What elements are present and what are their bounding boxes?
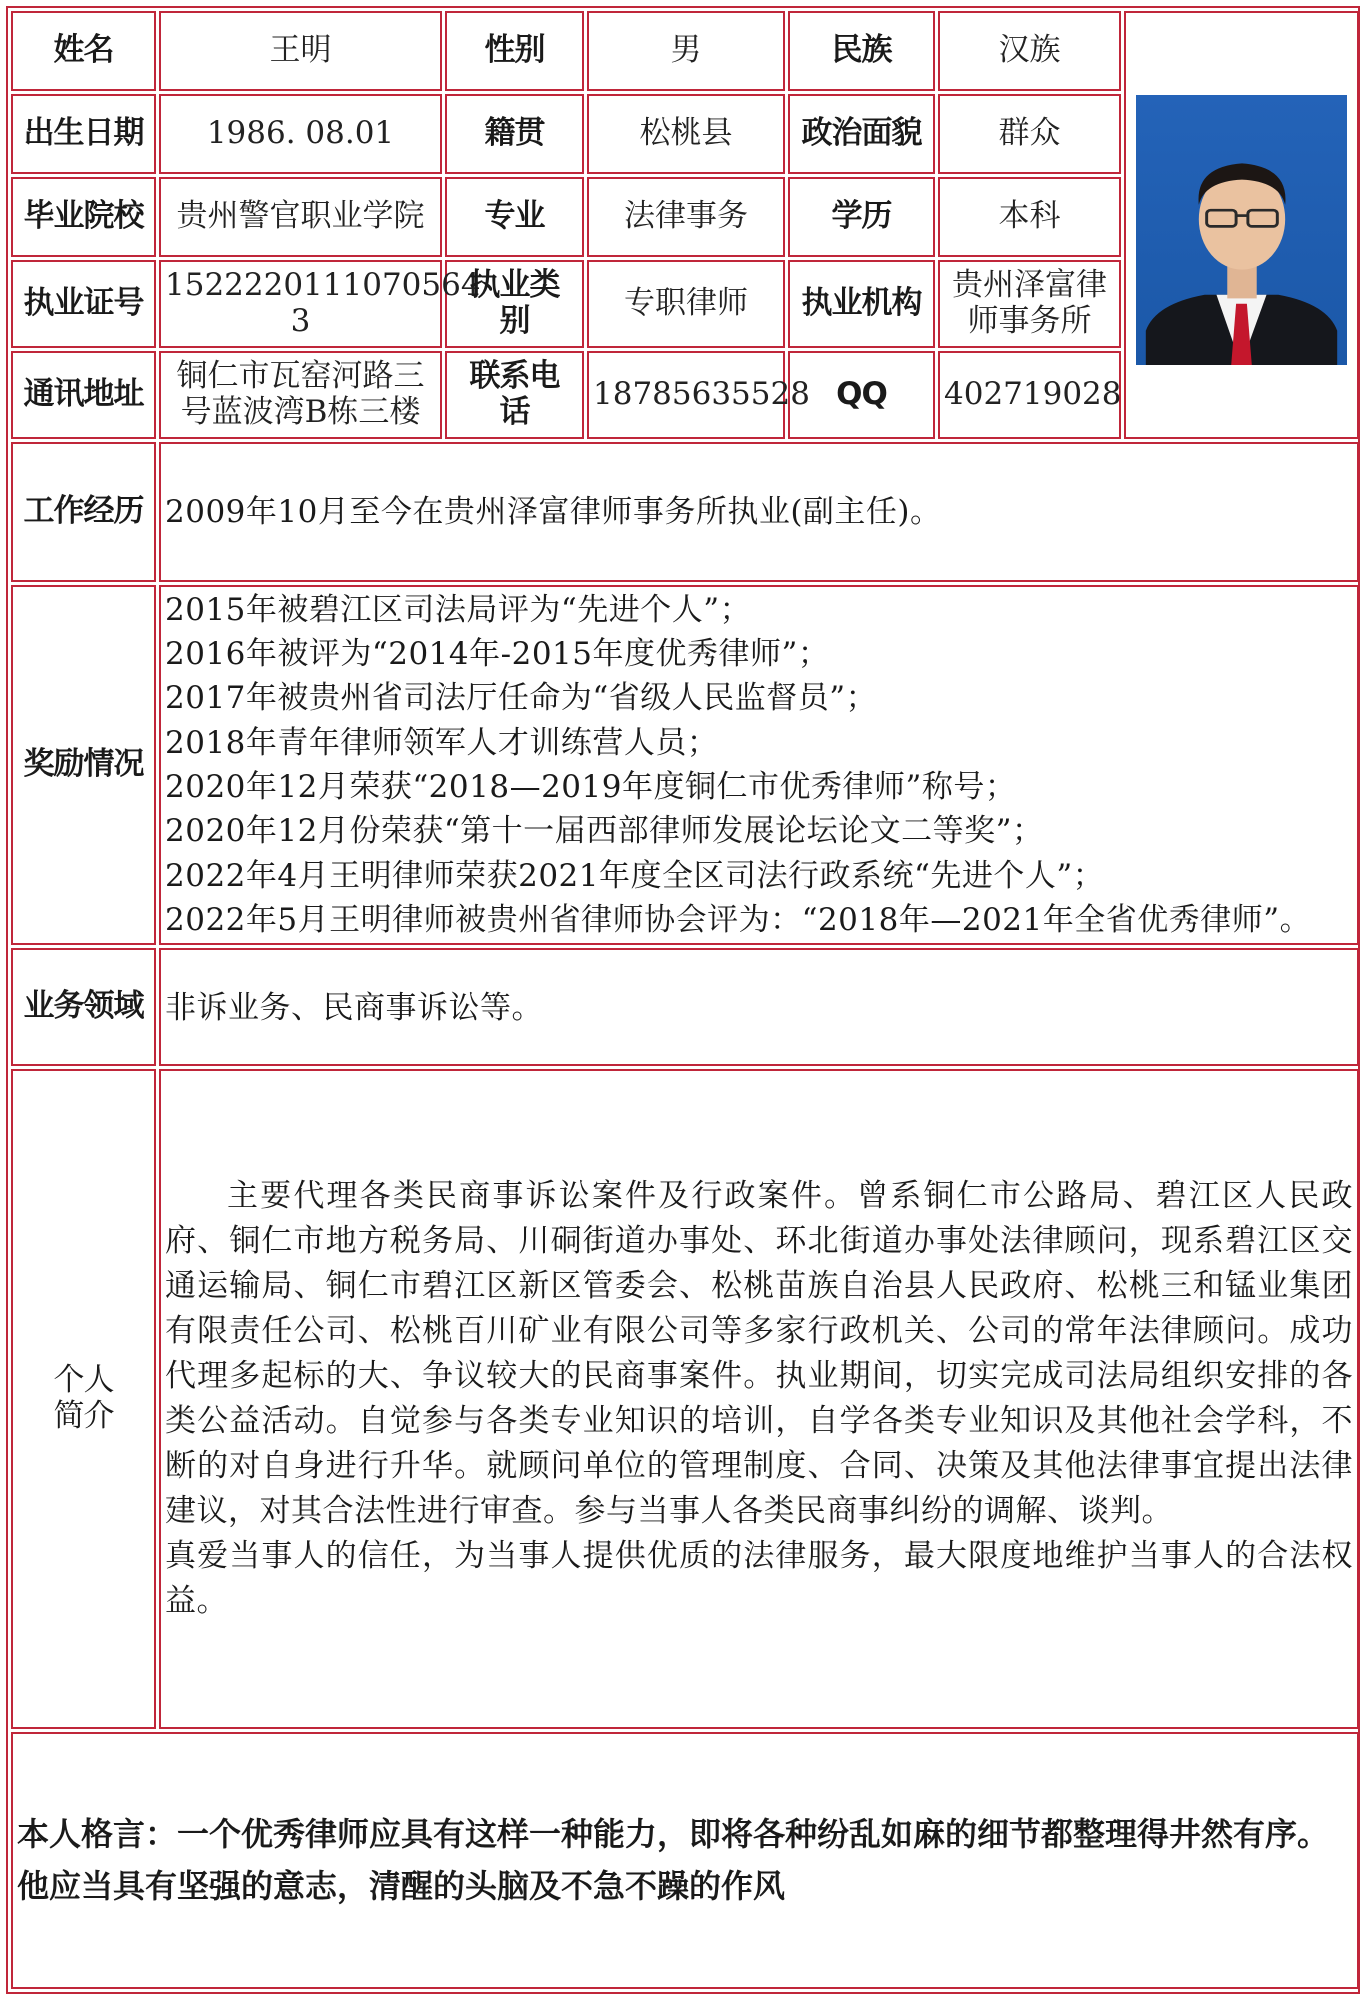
profile-table <box>8 8 1362 1992</box>
firm-label: 执业机构 <box>788 260 935 348</box>
bio-text <box>159 1069 1359 1729</box>
license-value <box>159 260 481 348</box>
name-label: 姓名 <box>11 11 156 91</box>
award-item: 2017年被贵州省司法厅任命为“省级人民监督员”； <box>165 680 878 717</box>
address-label: 通讯地址 <box>11 351 156 439</box>
award-item: 2016年被评为“2014年-2015年度优秀律师”； <box>165 636 830 673</box>
work-label: 工作经历 <box>11 442 156 582</box>
award-item: 2018年青年律师领军人才训练营人员； <box>165 724 719 761</box>
license-line2: 3 <box>290 303 311 339</box>
ethnicity-value: 汉族 <box>938 11 1121 91</box>
political-value: 群众 <box>938 94 1121 174</box>
portrait-photo <box>1136 95 1347 365</box>
license-label: 执业证号 <box>11 260 156 348</box>
award-item: 2022年4月王明律师荣获2021年度全区司法行政系统“先进个人”； <box>165 857 1105 894</box>
portrait-photo-icon <box>1136 95 1347 365</box>
license-line1: 1522220111070564 <box>165 267 481 304</box>
type-value: 专职律师 <box>587 260 785 348</box>
bio-label-line2: 简介 <box>53 1398 114 1434</box>
birth-label: 出生日期 <box>11 94 156 174</box>
photo-cell <box>1124 11 1359 439</box>
birth-value: 1986. 08.01 <box>159 94 442 174</box>
bio-label <box>11 1069 156 1729</box>
ethnicity-label: 民族 <box>788 11 935 91</box>
awards-label: 奖励情况 <box>11 585 156 945</box>
award-item: 2022年5月王明律师被贵州省律师协会评为：“2018年—2021年全省优秀律师”。 <box>165 901 1312 938</box>
bio-paragraph-2: 真爱当事人的信任，为当事人提供优质的法律服务，最大限度地维护当事人的合法权益。 <box>165 1537 1353 1619</box>
lawyer-profile-sheet <box>6 6 1360 1994</box>
type-label-line2: 别 <box>499 303 530 339</box>
row-basic-1 <box>11 11 1359 91</box>
awards-list <box>159 585 1359 945</box>
motto-text: 本人格言：一个优秀律师应具有这样一种能力，即将各种纷乱如麻的细节都整理得井然有序。他应当具有坚强的意志，清醒的头脑及不急不躁的作风 <box>11 1732 1359 1989</box>
row-bio <box>11 1069 1359 1729</box>
name-value: 王明 <box>159 11 442 91</box>
gender-value: 男 <box>587 11 785 91</box>
firm-value <box>938 260 1121 348</box>
phone-label-line1: 联系电 <box>469 358 560 395</box>
work-text: 2009年10月至今在贵州泽富律师事务所执业(副主任)。 <box>159 442 1359 582</box>
major-value: 法律事务 <box>587 177 785 257</box>
address-line2: 号蓝波湾B栋三楼 <box>180 394 421 430</box>
business-label: 业务领域 <box>11 948 156 1066</box>
degree-value: 本科 <box>938 177 1121 257</box>
phone-label <box>445 351 584 439</box>
firm-line2: 师事务所 <box>967 303 1092 339</box>
row-awards <box>11 585 1359 945</box>
row-business <box>11 948 1359 1066</box>
award-item: 2015年被碧江区司法局评为“先进个人”； <box>165 591 752 628</box>
address-line1: 铜仁市瓦窑河路三 <box>176 358 425 395</box>
gender-label: 性别 <box>445 11 584 91</box>
address-value <box>159 351 442 439</box>
major-label: 专业 <box>445 177 584 257</box>
school-label: 毕业院校 <box>11 177 156 257</box>
business-text: 非诉业务、民商事诉讼等。 <box>159 948 1359 1066</box>
phone-value: 18785635528 <box>587 351 785 439</box>
native-value: 松桃县 <box>587 94 785 174</box>
type-label-line1: 执业类 <box>469 267 560 304</box>
row-motto <box>11 1732 1359 1989</box>
political-label: 政治面貌 <box>788 94 935 174</box>
qq-label: QQ <box>788 351 935 439</box>
native-label: 籍贯 <box>445 94 584 174</box>
firm-line1: 贵州泽富律 <box>952 267 1107 304</box>
degree-label: 学历 <box>788 177 935 257</box>
bio-paragraph-1: 主要代理各类民商事诉讼案件及行政案件。曾系铜仁市公路局、碧江区人民政府、铜仁市地方税务局、川硐街道办事处、环北街道办事处法律顾问，现系碧江区交通运输局、铜仁市碧江区新区管委会、松桃苗族自治县人民政府、松桃三和锰业集团有限责任公司、松桃百川矿业有限公司等多家行政机关、公司的常年法律顾问。成功代理多起标的大、争议较大的民商事案件。执业期间，切实完成司法局组织安排的各类公益活动。自觉参与各类专业知识的培训，自学各类专业知识及其他社会学科，不断的对自身进行升华。就顾问单位的管理制度、合同、决策及其他法律事宜提出法律建议，对其合法性进行审查。参与当事人各类民商事纠纷的调解、谈判。 <box>165 1178 1353 1529</box>
school-value: 贵州警官职业学院 <box>159 177 442 257</box>
row-work <box>11 442 1359 582</box>
award-item: 2020年12月份荣获“第十一届西部律师发展论坛论文二等奖”； <box>165 813 1044 850</box>
award-item: 2020年12月荣获“2018—2019年度铜仁市优秀律师”称号； <box>165 769 1017 805</box>
bio-label-line1: 个人 <box>53 1362 114 1399</box>
phone-label-line2: 话 <box>499 394 530 430</box>
qq-value: 402719028 <box>938 351 1121 439</box>
